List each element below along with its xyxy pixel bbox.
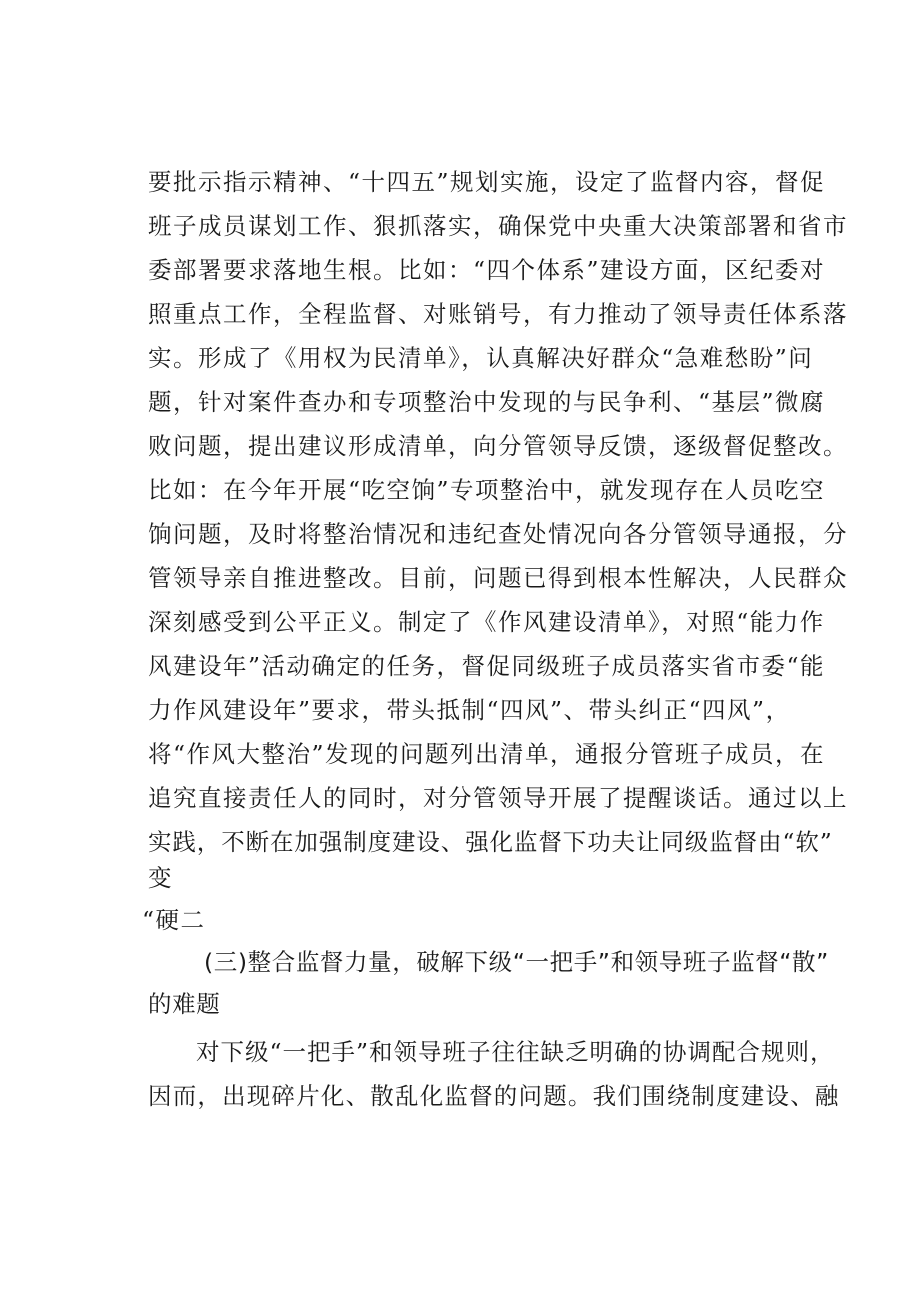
body-line: 实。形成了《用权为民清单》，认真解决好群众“急难愁盼”问	[148, 344, 814, 372]
body-line: 败问题，提出建议形成清单，向分管领导反馈，逐级督促整改。	[148, 432, 848, 460]
body-line: 委部署要求落地生根。比如：“四个体系”建设方面，区纪委对	[148, 256, 826, 284]
body-line: 题，针对案件查办和专项整治中发现的与民争利、“基层”微腐	[148, 388, 826, 416]
body-line: 比如：在今年开展“吃空饷”专项整治中，就发现存在人员吃空	[148, 476, 826, 504]
paragraph-line: 对下级“一把手”和领导班子往往缺乏明确的协调配合规则，	[196, 1038, 835, 1066]
body-line: 将“作风大整治”发现的问题列出清单，通报分管班子成员，在	[148, 740, 826, 768]
body-line: 追究直接责任人的同时，对分管领导开展了提醒谈话。通过以上	[148, 784, 848, 812]
paragraph-line: 因而，出现碎片化、散乱化监督的问题。我们围绕制度建设、融	[148, 1082, 840, 1110]
body-line: 管领导亲自推进整改。目前，问题已得到根本性解决，人民群众	[148, 564, 848, 592]
section-heading: (三)整合监督力量，破解下级“一把手”和领导班子监督“散”	[204, 948, 829, 976]
body-line: 深刻感受到公平正义。制定了《作风建设清单》，对照“能力作	[148, 608, 825, 636]
body-line: 变	[148, 864, 173, 892]
body-line: 要批示指示精神、“十四五”规划实施，设定了监督内容，督促	[148, 168, 826, 196]
body-line: 实践，不断在加强制度建设、强化监督下功夫让同级监督由“软”	[148, 828, 833, 856]
body-line: 班子成员谋划工作、狠抓落实，确保党中央重大决策部署和省市	[148, 212, 848, 240]
body-line: 照重点工作，全程监督、对账销号，有力推动了领导责任体系落	[148, 300, 848, 328]
section-heading-continuation: 的难题	[148, 990, 221, 1018]
body-line: 风建设年”活动确定的任务，督促同级班子成员落实省市委“能	[148, 652, 826, 680]
body-line: 力作风建设年”要求，带头抵制“四风”、带头纠正“四风”，	[148, 696, 791, 724]
body-line: “硬二	[142, 906, 206, 934]
body-line: 饷问题，及时将整治情况和违纪查处情况向各分管领导通报，分	[148, 520, 848, 548]
